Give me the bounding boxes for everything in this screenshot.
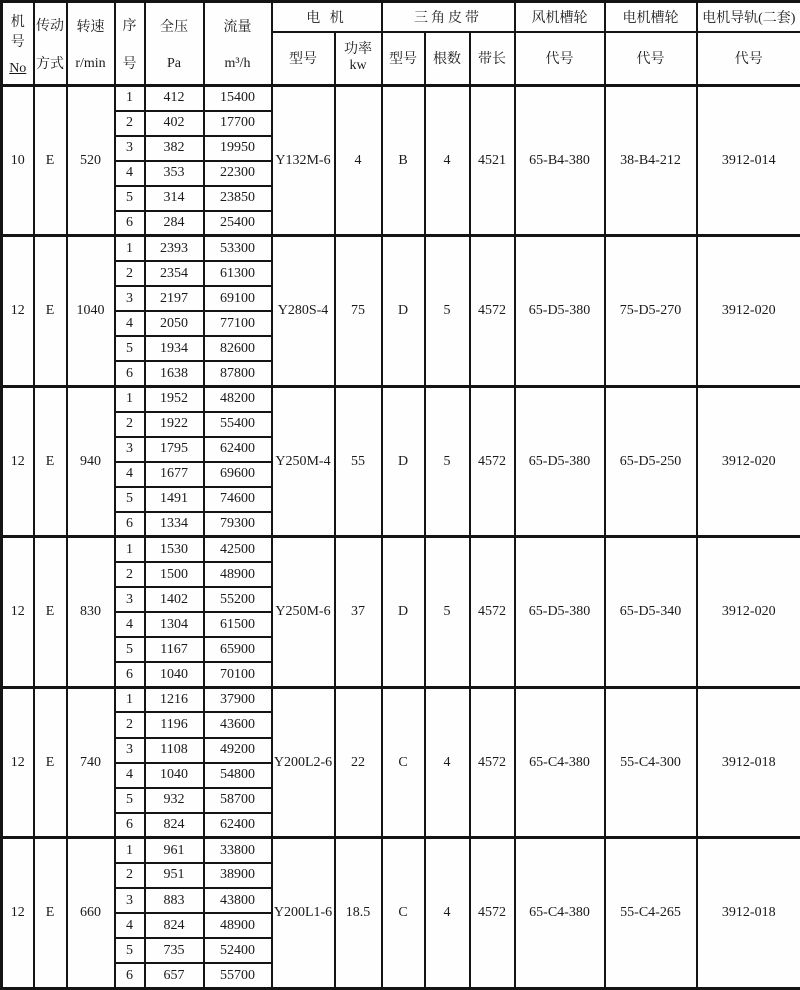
header-fan-pulley-code: 代号 (515, 32, 605, 86)
cell-fan-pulley-code: 65-D5-380 (515, 236, 605, 386)
cell-seq: 6 (115, 512, 145, 537)
cell-flow: 43800 (204, 888, 272, 913)
cell-speed: 520 (67, 86, 115, 236)
cell-seq: 6 (115, 963, 145, 988)
header-machine-no (2, 2, 34, 86)
cell-belt-count: 4 (425, 86, 470, 236)
cell-seq: 3 (115, 286, 145, 311)
cell-seq: 4 (115, 311, 145, 336)
header-flow-cn: 流量 (223, 19, 252, 35)
cell-fan-pulley-code: 65-D5-380 (515, 537, 605, 687)
cell-machine-no: 12 (2, 687, 34, 837)
header-belt-model: 型号 (382, 32, 425, 86)
cell-flow: 37900 (204, 687, 272, 712)
cell-seq: 6 (115, 813, 145, 838)
cell-pressure: 824 (145, 913, 204, 938)
cell-rail-code: 3912-014 (697, 86, 800, 236)
cell-flow: 22300 (204, 161, 272, 186)
cell-flow: 52400 (204, 938, 272, 963)
cell-flow: 77100 (204, 311, 272, 336)
cell-motor-pulley-code: 38-B4-212 (605, 86, 697, 236)
cell-seq: 3 (115, 437, 145, 462)
cell-pressure: 1795 (145, 437, 204, 462)
header-belt-length: 带长 (470, 32, 515, 86)
cell-seq: 5 (115, 186, 145, 211)
cell-pressure: 657 (145, 963, 204, 988)
cell-flow: 53300 (204, 236, 272, 261)
cell-flow: 62400 (204, 437, 272, 462)
cell-pressure: 1677 (145, 462, 204, 487)
cell-belt-count: 5 (425, 236, 470, 386)
header-speed (67, 2, 115, 86)
header-drive-l1: 传动 (36, 18, 64, 34)
table-row (2, 687, 800, 712)
cell-rail-code: 3912-018 (697, 838, 800, 989)
cell-flow: 74600 (204, 487, 272, 512)
cell-seq: 6 (115, 662, 145, 687)
header-motor-pulley-group: 电机槽轮 (605, 2, 697, 32)
cell-belt-length: 4572 (470, 687, 515, 837)
cell-pressure: 1040 (145, 662, 204, 687)
cell-drive-mode: E (34, 86, 67, 236)
cell-seq: 4 (115, 612, 145, 637)
cell-seq: 1 (115, 838, 145, 863)
cell-seq: 2 (115, 261, 145, 286)
cell-flow: 48200 (204, 386, 272, 411)
cell-flow: 38900 (204, 863, 272, 888)
cell-flow: 69600 (204, 462, 272, 487)
cell-flow: 55700 (204, 963, 272, 988)
cell-seq: 3 (115, 888, 145, 913)
cell-belt-count: 4 (425, 838, 470, 989)
cell-motor-pulley-code: 75-D5-270 (605, 236, 697, 386)
cell-pressure: 1334 (145, 512, 204, 537)
cell-flow: 23850 (204, 186, 272, 211)
cell-machine-no: 12 (2, 236, 34, 386)
cell-drive-mode: E (34, 838, 67, 989)
cell-machine-no: 12 (2, 838, 34, 989)
cell-speed: 830 (67, 537, 115, 687)
cell-rail-code: 3912-018 (697, 687, 800, 837)
cell-motor-pulley-code: 55-C4-300 (605, 687, 697, 837)
cell-flow: 87800 (204, 361, 272, 386)
cell-motor-power: 22 (335, 687, 382, 837)
table-body (2, 86, 800, 989)
cell-fan-pulley-code: 65-B4-380 (515, 86, 605, 236)
cell-motor-model: Y132M-6 (272, 86, 335, 236)
cell-belt-length: 4572 (470, 838, 515, 989)
header-motor-group: 电 机 (272, 2, 382, 32)
cell-speed: 740 (67, 687, 115, 837)
cell-flow: 55200 (204, 587, 272, 612)
cell-pressure: 1530 (145, 537, 204, 562)
cell-seq: 2 (115, 412, 145, 437)
cell-belt-count: 5 (425, 537, 470, 687)
cell-drive-mode: E (34, 386, 67, 536)
cell-motor-power: 75 (335, 236, 382, 386)
cell-belt-count: 4 (425, 687, 470, 837)
cell-motor-power: 37 (335, 537, 382, 687)
cell-flow: 55400 (204, 412, 272, 437)
cell-flow: 61300 (204, 261, 272, 286)
cell-pressure: 1500 (145, 562, 204, 587)
cell-pressure: 1304 (145, 612, 204, 637)
cell-drive-mode: E (34, 537, 67, 687)
cell-belt-model: D (382, 537, 425, 687)
header-speed-cn: 转速 (76, 19, 105, 35)
cell-pressure: 1040 (145, 763, 204, 788)
header-flow (204, 2, 272, 86)
cell-pressure: 824 (145, 813, 204, 838)
cell-motor-pulley-code: 55-C4-265 (605, 838, 697, 989)
cell-rail-code: 3912-020 (697, 537, 800, 687)
cell-rail-code: 3912-020 (697, 236, 800, 386)
cell-flow: 42500 (204, 537, 272, 562)
cell-belt-model: D (382, 236, 425, 386)
cell-pressure: 1167 (145, 637, 204, 662)
cell-pressure: 2050 (145, 311, 204, 336)
cell-belt-model: C (382, 838, 425, 989)
cell-motor-model: Y250M-6 (272, 537, 335, 687)
cell-pressure: 2354 (145, 261, 204, 286)
table-row (2, 838, 800, 863)
cell-seq: 4 (115, 913, 145, 938)
cell-pressure: 412 (145, 86, 204, 111)
cell-flow: 17700 (204, 111, 272, 136)
header-rail-group: 电机导轨(二套) (697, 2, 800, 32)
header-belt-group: 三角皮带 (382, 2, 515, 32)
cell-flow: 15400 (204, 86, 272, 111)
header-seq-l1: 序 (122, 18, 137, 34)
cell-pressure: 1491 (145, 487, 204, 512)
cell-pressure: 284 (145, 211, 204, 236)
cell-machine-no: 12 (2, 386, 34, 536)
cell-motor-model: Y200L2-6 (272, 687, 335, 837)
cell-seq: 4 (115, 161, 145, 186)
cell-pressure: 1196 (145, 712, 204, 737)
cell-seq: 2 (115, 562, 145, 587)
cell-flow: 19950 (204, 136, 272, 161)
cell-pressure: 314 (145, 186, 204, 211)
cell-pressure: 353 (145, 161, 204, 186)
cell-fan-pulley-code: 65-C4-380 (515, 838, 605, 989)
cell-seq: 2 (115, 863, 145, 888)
cell-seq: 5 (115, 637, 145, 662)
cell-flow: 49200 (204, 738, 272, 763)
cell-drive-mode: E (34, 236, 67, 386)
header-pressure-unit: Pa (167, 55, 181, 71)
header-speed-unit: r/min (75, 55, 106, 71)
cell-pressure: 1402 (145, 587, 204, 612)
cell-seq: 4 (115, 462, 145, 487)
cell-flow: 82600 (204, 336, 272, 361)
cell-pressure: 951 (145, 863, 204, 888)
cell-pressure: 402 (145, 111, 204, 136)
cell-belt-length: 4572 (470, 537, 515, 687)
header-drive-mode (34, 2, 67, 86)
cell-pressure: 1216 (145, 687, 204, 712)
cell-seq: 5 (115, 487, 145, 512)
cell-flow: 33800 (204, 838, 272, 863)
header-fan-pulley-group: 风机槽轮 (515, 2, 605, 32)
cell-pressure: 932 (145, 788, 204, 813)
cell-motor-power: 55 (335, 386, 382, 536)
cell-pressure: 1952 (145, 386, 204, 411)
cell-seq: 6 (115, 211, 145, 236)
cell-motor-power: 4 (335, 86, 382, 236)
header-flow-unit: m³/h (224, 55, 251, 71)
cell-motor-pulley-code: 65-D5-340 (605, 537, 697, 687)
table-row (2, 86, 800, 111)
cell-seq: 3 (115, 136, 145, 161)
table-header (2, 2, 800, 86)
cell-flow: 58700 (204, 788, 272, 813)
header-rail-code: 代号 (697, 32, 800, 86)
cell-seq: 2 (115, 111, 145, 136)
cell-rail-code: 3912-020 (697, 386, 800, 536)
header-motor-power-cn: 功率 (344, 42, 372, 58)
header-motor-power-unit: kw (349, 58, 367, 74)
header-seq (115, 2, 145, 86)
cell-flow: 48900 (204, 562, 272, 587)
cell-machine-no: 12 (2, 537, 34, 687)
cell-fan-pulley-code: 65-D5-380 (515, 386, 605, 536)
cell-machine-no: 10 (2, 86, 34, 236)
cell-seq: 1 (115, 236, 145, 261)
cell-belt-length: 4521 (470, 86, 515, 236)
cell-belt-model: C (382, 687, 425, 837)
cell-pressure: 735 (145, 938, 204, 963)
header-motor-power (335, 32, 382, 86)
cell-pressure: 883 (145, 888, 204, 913)
cell-belt-length: 4572 (470, 386, 515, 536)
header-seq-l2: 号 (122, 56, 137, 72)
cell-seq: 3 (115, 587, 145, 612)
table-row (2, 236, 800, 261)
cell-seq: 5 (115, 938, 145, 963)
cell-pressure: 1922 (145, 412, 204, 437)
cell-seq: 1 (115, 687, 145, 712)
cell-pressure: 961 (145, 838, 204, 863)
cell-motor-model: Y280S-4 (272, 236, 335, 386)
table-row (2, 537, 800, 562)
cell-seq: 3 (115, 738, 145, 763)
cell-fan-pulley-code: 65-C4-380 (515, 687, 605, 837)
cell-seq: 5 (115, 336, 145, 361)
cell-drive-mode: E (34, 687, 67, 837)
cell-seq: 1 (115, 537, 145, 562)
header-drive-l2: 方式 (36, 56, 64, 72)
cell-flow: 62400 (204, 813, 272, 838)
header-pressure (145, 2, 204, 86)
cell-flow: 54800 (204, 763, 272, 788)
cell-motor-model: Y250M-4 (272, 386, 335, 536)
cell-seq: 6 (115, 361, 145, 386)
cell-seq: 5 (115, 788, 145, 813)
cell-belt-length: 4572 (470, 236, 515, 386)
header-machine-no-cn: 机号 (10, 14, 25, 50)
header-pressure-cn: 全压 (160, 19, 188, 35)
cell-seq: 2 (115, 712, 145, 737)
cell-flow: 48900 (204, 913, 272, 938)
header-motor-pulley-code: 代号 (605, 32, 697, 86)
cell-pressure: 1108 (145, 738, 204, 763)
cell-flow: 65900 (204, 637, 272, 662)
cell-belt-model: D (382, 386, 425, 536)
cell-speed: 940 (67, 386, 115, 536)
cell-belt-model: B (382, 86, 425, 236)
header-machine-no-en: No (9, 60, 27, 76)
header-motor-model: 型号 (272, 32, 335, 86)
cell-pressure: 382 (145, 136, 204, 161)
cell-motor-pulley-code: 65-D5-250 (605, 386, 697, 536)
table-row (2, 386, 800, 411)
cell-motor-model: Y200L1-6 (272, 838, 335, 989)
cell-speed: 1040 (67, 236, 115, 386)
cell-seq: 4 (115, 763, 145, 788)
cell-flow: 43600 (204, 712, 272, 737)
cell-flow: 70100 (204, 662, 272, 687)
header-belt-count: 根数 (425, 32, 470, 86)
cell-seq: 1 (115, 386, 145, 411)
cell-pressure: 1638 (145, 361, 204, 386)
cell-flow: 25400 (204, 211, 272, 236)
cell-pressure: 1934 (145, 336, 204, 361)
cell-pressure: 2197 (145, 286, 204, 311)
cell-flow: 61500 (204, 612, 272, 637)
cell-belt-count: 5 (425, 386, 470, 536)
cell-pressure: 2393 (145, 236, 204, 261)
cell-speed: 660 (67, 838, 115, 989)
cell-flow: 69100 (204, 286, 272, 311)
cell-seq: 1 (115, 86, 145, 111)
cell-motor-power: 18.5 (335, 838, 382, 989)
cell-flow: 79300 (204, 512, 272, 537)
